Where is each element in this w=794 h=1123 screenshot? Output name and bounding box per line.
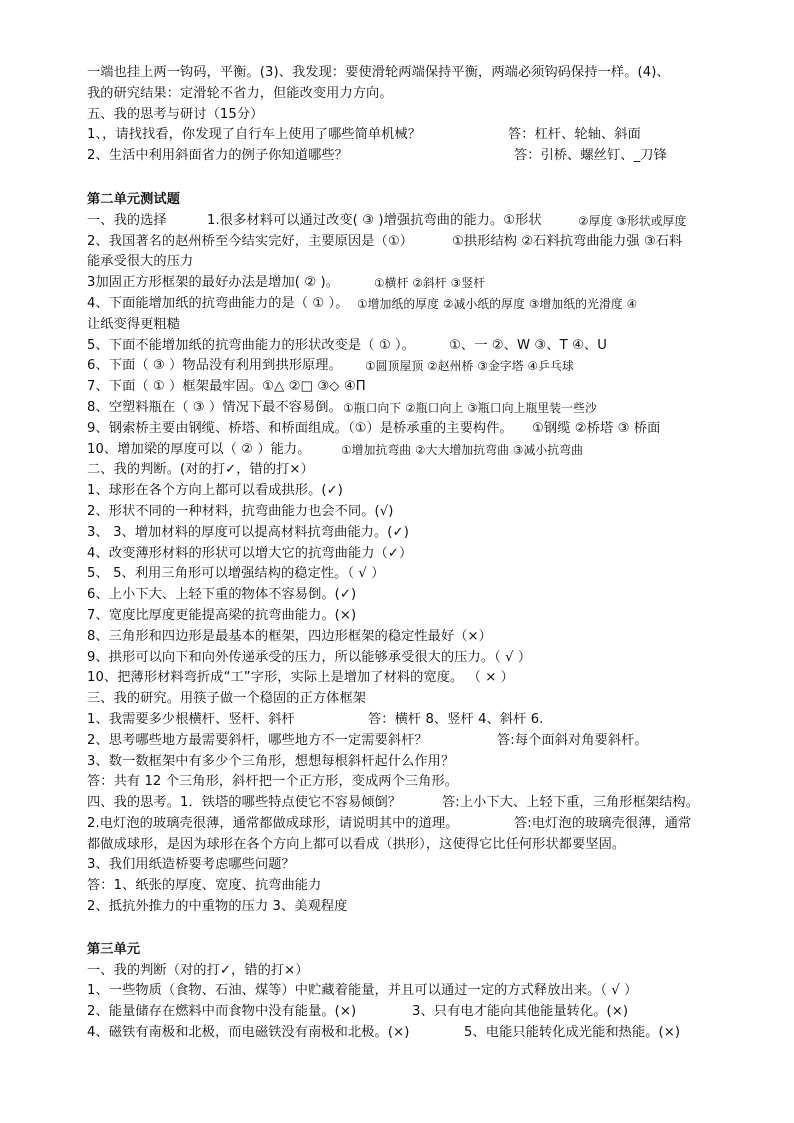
document-page: [87, 63, 712, 1044]
question-line: 7、下面（ ① ）框架最牢固。①△ ②□ ③◇ ④Π: [87, 379, 366, 395]
judgment-item: 10、把薄形材料弯折成“工”字形，实际上是增加了材料的宽度。 （ × ）: [87, 670, 514, 686]
judgment-item: 1、球形在各个方向上都可以看成拱形。(✓): [87, 483, 344, 499]
question-line: 10、增加梁的厚度可以（ ② ）能力。 ①增加抗弯曲 ②大大增加抗弯曲 ③减小抗弯曲: [87, 441, 583, 457]
question-line: 2、思考哪些地方最需要斜杆，哪些地方不一定需要斜杆？ 答:每个面斜对角要斜杆。: [87, 732, 648, 748]
judgment-item: 9、拱形可以向下和向外传递承受的压力，所以能够承受很大的压力。（ √ ）: [87, 649, 532, 665]
question-line: [87, 125, 712, 146]
question-line: [87, 146, 712, 167]
question-line: 四、我的思考。1．铁塔的哪些特点使它不容易倾倒？ 答:上小下大、上轻下重，三角形框架结构。: [87, 795, 700, 811]
spacer: [87, 918, 712, 940]
text-line: 我的研究结果：定滑轮不省力，但能改变用力方向。: [87, 85, 393, 101]
judgment-item: 8、三角形和四边形是最基本的框架，四边形框架的稳定性最好（×）: [87, 628, 492, 644]
question-line: 一、我的选择 1.很多材料可以通过改变( ③ )增强抗弯曲的能力。①形状 ②厚度 ③形状或厚度: [87, 212, 687, 228]
text-line: 一端也挂上两一钩码，平衡。(3)、我发现：要使滑轮两端保持平衡，两端必须钩码保持一样。(4)、: [87, 65, 670, 80]
question-line: 5、下面不能增加纸的抗弯曲能力的形状改变是（ ① ）。 ①、一 ②、W ③、T ④、U: [87, 337, 608, 353]
judgment-item: 2、能量储存在燃料中而食物中没有能量。(×) 3、只有电才能向其他能量转化。(×): [87, 1004, 629, 1020]
answer-line: 答：共有 12 个三角形，斜杆把一个正方形，变成两个三角形。: [87, 774, 459, 790]
section-heading: 一、我的判断（对的打✓，错的打×）: [87, 962, 309, 978]
answer-text: 答：杠杆、轮轴、斜面: [508, 127, 641, 143]
text-line: 能承受很大的压力: [87, 254, 194, 270]
question-text: 1、，请找找看，你发现了自行车上使用了哪些简单机械？: [87, 127, 422, 143]
section-heading: 二、我的判断。(对的打✓，错的打×）: [87, 462, 314, 478]
question-line: 3、数一数框架中有多少个三角形，想想每根斜杆起什么作用？: [87, 753, 455, 769]
unit-title: 第三单元: [87, 941, 141, 957]
judgment-item: 3、 3、增加材料的厚度可以提高材料抗弯曲能力。(✓): [87, 524, 409, 540]
question-line: 6、下面（ ③ ）物品没有利用到拱形原理。 ①圆顶屋顶 ②赵州桥 ③金字塔 ④乒乓球: [87, 358, 574, 374]
question-line: 1、我需要多少根横杆、竖杆、斜杆 答：横杆 8、竖杆 4、斜杆 6.: [87, 711, 544, 727]
judgment-item: 1、一些物质（食物、石油、煤等）中贮藏着能量，并且可以通过一定的方式释放出来。（ √ ）: [87, 983, 638, 999]
answer-line: 都做成球形，是因为球形在各个方向上都可以看成（拱形），这使得它比任何形状都要坚固。: [87, 836, 626, 852]
question-line: 8、空塑料瓶在（ ③ ）情况下最不容易倒。 ①瓶口向下 ②瓶口向上 ③瓶口向上瓶里装一些沙: [87, 399, 597, 415]
unit-title: 第二单元测试题: [87, 191, 181, 207]
judgment-item: 5、 5、利用三角形可以增强结构的稳定性。（ √ ）: [87, 566, 385, 582]
section-heading: 三、我的研究。用筷子做一个稳固的正方体框架: [87, 691, 367, 707]
answer-text: 答：引桥、螺丝钉、_刀锋: [514, 148, 667, 164]
question-line: 3加固正方形框架的最好办法是增加( ② )。 ①横杆 ②斜杆 ③竖杆: [87, 275, 486, 291]
question-line: 4、下面能增加纸的抗弯曲能力的是（ ① ）。 ①增加纸的厚度 ②减小纸的厚度 ③增加纸的光滑度 ④: [87, 295, 638, 311]
answer-line: 答：1、纸张的厚度、宽度、抗弯曲能力: [87, 878, 322, 894]
spacer: [87, 167, 712, 190]
question-line: 2、我国著名的赵州桥至今结实完好，主要原因是（①） ①拱形结构 ②石料抗弯曲能力强 ③石料: [87, 233, 683, 249]
section-heading: 五、我的思考与研讨（15分）: [87, 106, 264, 122]
judgment-item: 2、形状不同的一种材料，抗弯曲能力也会不同。(√): [87, 503, 394, 519]
question-line: 9、钢索桥主要由钢缆、桥塔、和桥面组成。（①）是桥承重的主要构件。 ①钢缆 ②桥塔 ③ 桥面: [87, 420, 661, 436]
judgment-item: 7、宽度比厚度更能提高梁的抗弯曲能力。(×): [87, 607, 357, 623]
answer-line: 2、抵抗外推力的中重物的压力 3、美观程度: [87, 899, 348, 915]
question-text: 2、生活中利用斜面省力的例子你知道哪些？: [87, 148, 348, 164]
question-line: 2.电灯泡的玻璃壳很薄，通常都做成球形，请说明其中的道理。 答:电灯泡的玻璃壳很薄，通常: [87, 815, 692, 831]
text-line: 让纸变得更粗糙: [87, 316, 181, 332]
judgment-item: 6、上小下大、上轻下重的物体不容易倒。(✓): [87, 587, 357, 603]
question-line: 3、我们用纸造桥要考虑哪些问题？: [87, 857, 295, 873]
judgment-item: 4、改变薄形材料的形状可以增大它的抗弯曲能力（✓）: [87, 545, 413, 561]
judgment-item: 4、磁铁有南极和北极，而电磁铁没有南极和北极。(×) 5、电能只能转化成光能和热能。(×): [87, 1025, 681, 1041]
